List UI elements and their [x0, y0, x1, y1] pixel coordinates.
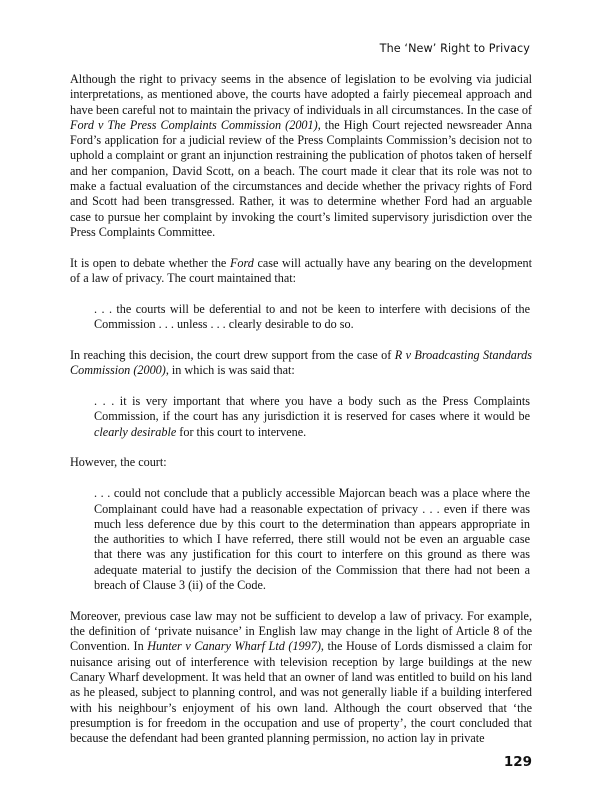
case-citation: Ford: [229, 255, 254, 270]
quote-emphasis: clearly desirable: [94, 424, 177, 439]
paragraph-text: case will actually have any bearing on the development of a law of privacy. The court maintained that:: [70, 255, 533, 286]
block-quote-jurisdiction: [94, 394, 530, 440]
block-quote-majorcan-beach: . . . could not conclude that a publicly accessible Majorcan beach was a place where the Complainant could have had a reasonable expectation of privacy . . . even if there was much less deference due by this court to the determination than appears appropriate in the authorities to which I have referred, there still would not be even an arguable case that there was any justification for this court to interfere on this ground as there was adequate material to justify the decision of the Commission that there had not been a breach of Clause 3 (ii) of the Code.: [94, 486, 530, 593]
case-citation: Ford v The Press Complaints Commission (2001): [70, 117, 318, 132]
quote-text: . . . it is very important that where you have a body such as the Press Complaints Commission, if the court has any jurisdiction it is reserved for cases where it would be: [94, 394, 530, 424]
paragraph-text: In reaching this decision, the court drew support from the case of: [70, 347, 395, 362]
paragraph-support: [70, 348, 532, 379]
paragraph-however: However, the court:: [70, 455, 167, 470]
quote-text: for this court to intervene.: [176, 424, 307, 439]
paragraph-nuisance: [70, 609, 532, 747]
paragraph-text: Although the right to privacy seems in the absence of legislation to be evolving via judicial interpretations, as mentioned above, the courts have adopted a fairly piecemeal approach and have been careful not to maintain the privacy of individuals in all circumstances. In the case of: [70, 72, 532, 117]
paragraph-text: , in which is was said that:: [165, 363, 295, 378]
block-quote-deferential: . . . the courts will be deferential to and not be keen to interfere with decisions of the Commission . . . unless . . . clearly desirable to do so.: [94, 301, 530, 332]
paragraph-text: Moreover, previous case law may not be sufficient to develop a law of privacy. For example, the definition of ‘private nuisance’ in English law may change in the light of Article 8 of the Convention. In: [70, 608, 532, 654]
case-citation: R v Broadcasting Standards Commission (2000): [70, 347, 533, 378]
paragraph-text: , the High Court rejected newsreader Anna Ford’s application for a judicial review of the Press Complaints Commission’s decision not to uphold a complaint or grant an injunction restraining the publication of photos taken of herself and her companion, David Scott, on a beach. The court made it clear that its role was not to make a factual evaluation of the circumstances and decide whether the privacy rights of Ford and Scott had been transgressed. Rather, it was to determine whether Ford had an arguable case to pursue her complaint by invoking the court’s limited supervisory jurisdiction over the Press Complaints Committee.: [70, 117, 532, 239]
page-number: 129: [503, 754, 532, 770]
paragraph-debate: [70, 256, 532, 287]
paragraph-text: It is open to debate whether the: [70, 255, 230, 270]
running-head: The ‘New’ Right to Privacy: [379, 42, 530, 55]
paragraph-text: , the House of Lords dismissed a claim for nuisance arising out of interference with television reception by large buildings at the new Canary Wharf development. It was held that an owner of land was entitled to build on his land as he pleased, subject to planning control, and was not generally liable if a building interfered with his neighbour’s enjoyment of his own land. Although the court observed that ‘the presumption is for freedom in the occupation and use of property’, the court concluded that because the defendant had been granted planning permission, no action lay in private: [70, 639, 532, 746]
paragraph-ford-case: [70, 72, 532, 240]
body-text: [70, 72, 532, 746]
case-citation: Hunter v Canary Wharf Ltd (1997): [147, 639, 321, 654]
